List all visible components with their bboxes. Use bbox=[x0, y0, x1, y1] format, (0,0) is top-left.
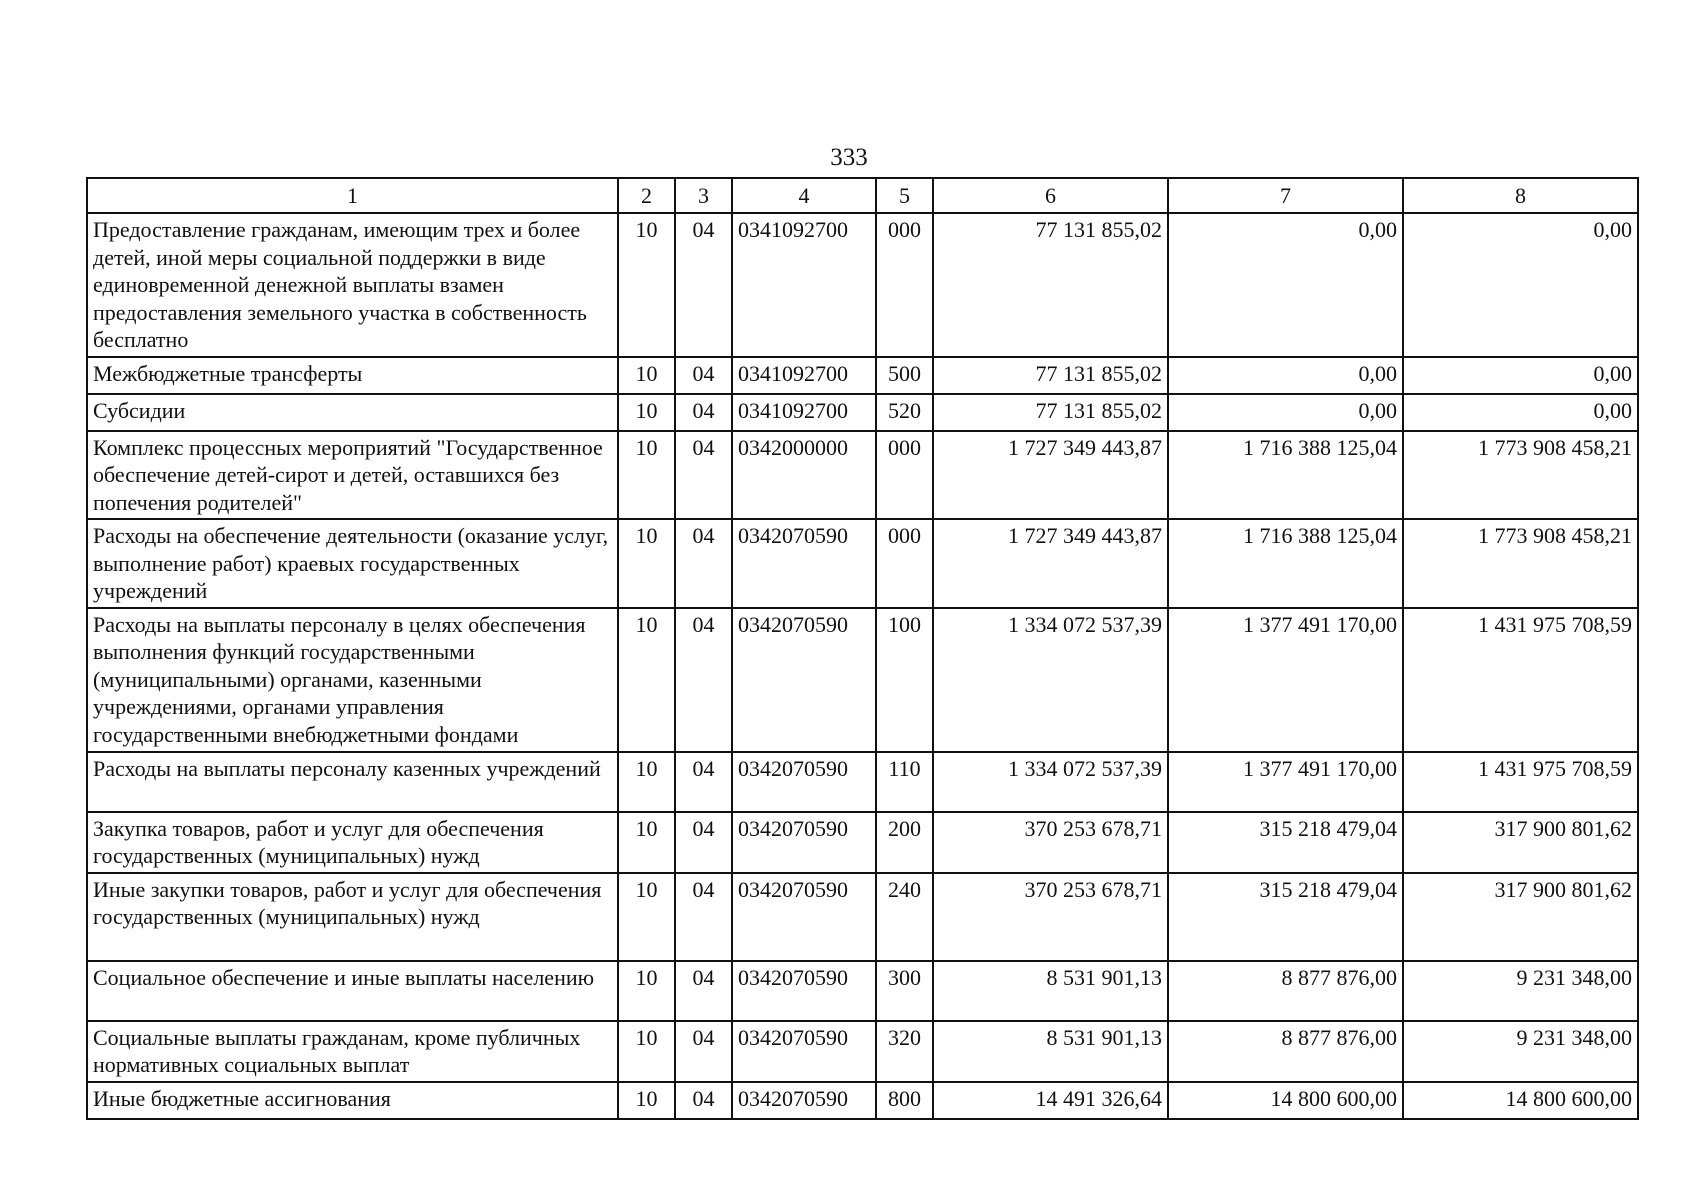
subsection-code: 04 bbox=[675, 394, 732, 431]
expense-type-code: 300 bbox=[876, 961, 933, 1021]
expense-type-code: 240 bbox=[876, 873, 933, 961]
section-code: 10 bbox=[618, 431, 675, 520]
amount-col-6: 77 131 855,02 bbox=[933, 213, 1168, 357]
column-header: 4 bbox=[732, 178, 876, 213]
row-name: Социальное обеспечение и иные выплаты населению bbox=[87, 961, 618, 1021]
subsection-code: 04 bbox=[675, 961, 732, 1021]
amount-col-7: 315 218 479,04 bbox=[1168, 873, 1403, 961]
expense-type-code: 320 bbox=[876, 1021, 933, 1082]
amount-col-7: 0,00 bbox=[1168, 394, 1403, 431]
target-article-code: 0342070590 bbox=[732, 608, 876, 752]
target-article-code: 0341092700 bbox=[732, 357, 876, 394]
amount-col-6: 370 253 678,71 bbox=[933, 873, 1168, 961]
target-article-code: 0342070590 bbox=[732, 873, 876, 961]
amount-col-6: 1 727 349 443,87 bbox=[933, 519, 1168, 608]
expense-type-code: 100 bbox=[876, 608, 933, 752]
table-row bbox=[87, 812, 1638, 873]
table-row bbox=[87, 519, 1638, 608]
budget-table bbox=[86, 177, 1639, 1120]
amount-col-7: 1 716 388 125,04 bbox=[1168, 431, 1403, 520]
section-code: 10 bbox=[618, 752, 675, 812]
amount-col-7: 0,00 bbox=[1168, 213, 1403, 357]
amount-col-7: 14 800 600,00 bbox=[1168, 1082, 1403, 1119]
row-name: Иные бюджетные ассигнования bbox=[87, 1082, 618, 1119]
row-name: Иные закупки товаров, работ и услуг для обеспечения государственных (муниципальных) нужд bbox=[87, 873, 618, 961]
target-article-code: 0342070590 bbox=[732, 519, 876, 608]
expense-type-code: 520 bbox=[876, 394, 933, 431]
section-code: 10 bbox=[618, 357, 675, 394]
section-code: 10 bbox=[618, 812, 675, 873]
table-row bbox=[87, 213, 1638, 357]
amount-col-8: 0,00 bbox=[1403, 394, 1638, 431]
row-name: Социальные выплаты гражданам, кроме публичных нормативных социальных выплат bbox=[87, 1021, 618, 1082]
subsection-code: 04 bbox=[675, 1082, 732, 1119]
row-name: Расходы на обеспечение деятельности (оказание услуг, выполнение работ) краевых государственных учреждений bbox=[87, 519, 618, 608]
subsection-code: 04 bbox=[675, 752, 732, 812]
amount-col-6: 370 253 678,71 bbox=[933, 812, 1168, 873]
table-row bbox=[87, 431, 1638, 520]
section-code: 10 bbox=[618, 608, 675, 752]
target-article-code: 0342000000 bbox=[732, 431, 876, 520]
amount-col-6: 1 334 072 537,39 bbox=[933, 608, 1168, 752]
section-code: 10 bbox=[618, 1082, 675, 1119]
amount-col-8: 9 231 348,00 bbox=[1403, 961, 1638, 1021]
target-article-code: 0342070590 bbox=[732, 812, 876, 873]
table-row bbox=[87, 608, 1638, 752]
target-article-code: 0342070590 bbox=[732, 961, 876, 1021]
target-article-code: 0342070590 bbox=[732, 752, 876, 812]
table-body bbox=[87, 213, 1638, 1119]
amount-col-7: 0,00 bbox=[1168, 357, 1403, 394]
amount-col-6: 8 531 901,13 bbox=[933, 1021, 1168, 1082]
target-article-code: 0342070590 bbox=[732, 1021, 876, 1082]
amount-col-8: 1 773 908 458,21 bbox=[1403, 519, 1638, 608]
amount-col-8: 317 900 801,62 bbox=[1403, 812, 1638, 873]
row-name: Расходы на выплаты персоналу в целях обеспечения выполнения функций государственными (муниципальными) органами, казенными учреждениями, органами управления государственными внебюджетными фондами bbox=[87, 608, 618, 752]
subsection-code: 04 bbox=[675, 213, 732, 357]
table-row bbox=[87, 873, 1638, 961]
column-header: 5 bbox=[876, 178, 933, 213]
subsection-code: 04 bbox=[675, 1021, 732, 1082]
target-article-code: 0342070590 bbox=[732, 1082, 876, 1119]
expense-type-code: 200 bbox=[876, 812, 933, 873]
table-row bbox=[87, 1021, 1638, 1082]
section-code: 10 bbox=[618, 1021, 675, 1082]
subsection-code: 04 bbox=[675, 873, 732, 961]
row-name: Закупка товаров, работ и услуг для обеспечения государственных (муниципальных) нужд bbox=[87, 812, 618, 873]
row-name: Субсидии bbox=[87, 394, 618, 431]
expense-type-code: 110 bbox=[876, 752, 933, 812]
column-header: 3 bbox=[675, 178, 732, 213]
amount-col-7: 1 377 491 170,00 bbox=[1168, 752, 1403, 812]
expense-type-code: 000 bbox=[876, 519, 933, 608]
subsection-code: 04 bbox=[675, 357, 732, 394]
amount-col-7: 315 218 479,04 bbox=[1168, 812, 1403, 873]
amount-col-6: 1 727 349 443,87 bbox=[933, 431, 1168, 520]
amount-col-6: 77 131 855,02 bbox=[933, 357, 1168, 394]
expense-type-code: 500 bbox=[876, 357, 933, 394]
amount-col-8: 0,00 bbox=[1403, 213, 1638, 357]
header-row bbox=[87, 178, 1638, 213]
expense-type-code: 800 bbox=[876, 1082, 933, 1119]
target-article-code: 0341092700 bbox=[732, 394, 876, 431]
amount-col-8: 1 431 975 708,59 bbox=[1403, 752, 1638, 812]
amount-col-6: 77 131 855,02 bbox=[933, 394, 1168, 431]
subsection-code: 04 bbox=[675, 519, 732, 608]
section-code: 10 bbox=[618, 961, 675, 1021]
table-row bbox=[87, 961, 1638, 1021]
column-header: 1 bbox=[87, 178, 618, 213]
section-code: 10 bbox=[618, 213, 675, 357]
section-code: 10 bbox=[618, 519, 675, 608]
subsection-code: 04 bbox=[675, 608, 732, 752]
amount-col-8: 317 900 801,62 bbox=[1403, 873, 1638, 961]
table-row bbox=[87, 752, 1638, 812]
amount-col-7: 1 377 491 170,00 bbox=[1168, 608, 1403, 752]
expense-type-code: 000 bbox=[876, 431, 933, 520]
amount-col-7: 8 877 876,00 bbox=[1168, 1021, 1403, 1082]
amount-col-8: 1 773 908 458,21 bbox=[1403, 431, 1638, 520]
amount-col-8: 14 800 600,00 bbox=[1403, 1082, 1638, 1119]
column-header: 8 bbox=[1403, 178, 1638, 213]
amount-col-7: 1 716 388 125,04 bbox=[1168, 519, 1403, 608]
row-name: Расходы на выплаты персоналу казенных учреждений bbox=[87, 752, 618, 812]
row-name: Комплекс процессных мероприятий "Государственное обеспечение детей-сирот и детей, оставшихся без попечения родителей" bbox=[87, 431, 618, 520]
column-header: 2 bbox=[618, 178, 675, 213]
amount-col-7: 8 877 876,00 bbox=[1168, 961, 1403, 1021]
subsection-code: 04 bbox=[675, 812, 732, 873]
row-name: Межбюджетные трансферты bbox=[87, 357, 618, 394]
amount-col-6: 8 531 901,13 bbox=[933, 961, 1168, 1021]
section-code: 10 bbox=[618, 873, 675, 961]
subsection-code: 04 bbox=[675, 431, 732, 520]
target-article-code: 0341092700 bbox=[732, 213, 876, 357]
table-row bbox=[87, 394, 1638, 431]
expense-type-code: 000 bbox=[876, 213, 933, 357]
amount-col-6: 14 491 326,64 bbox=[933, 1082, 1168, 1119]
column-header: 6 bbox=[933, 178, 1168, 213]
page-number: 333 bbox=[830, 144, 868, 171]
row-name: Предоставление гражданам, имеющим трех и более детей, иной меры социальной поддержки в виде единовременной денежной выплаты взамен предоставления земельного участка в собственность бесплатно bbox=[87, 213, 618, 357]
table-row bbox=[87, 357, 1638, 394]
amount-col-8: 1 431 975 708,59 bbox=[1403, 608, 1638, 752]
section-code: 10 bbox=[618, 394, 675, 431]
amount-col-6: 1 334 072 537,39 bbox=[933, 752, 1168, 812]
amount-col-8: 9 231 348,00 bbox=[1403, 1021, 1638, 1082]
column-header: 7 bbox=[1168, 178, 1403, 213]
amount-col-8: 0,00 bbox=[1403, 357, 1638, 394]
table-row bbox=[87, 1082, 1638, 1119]
